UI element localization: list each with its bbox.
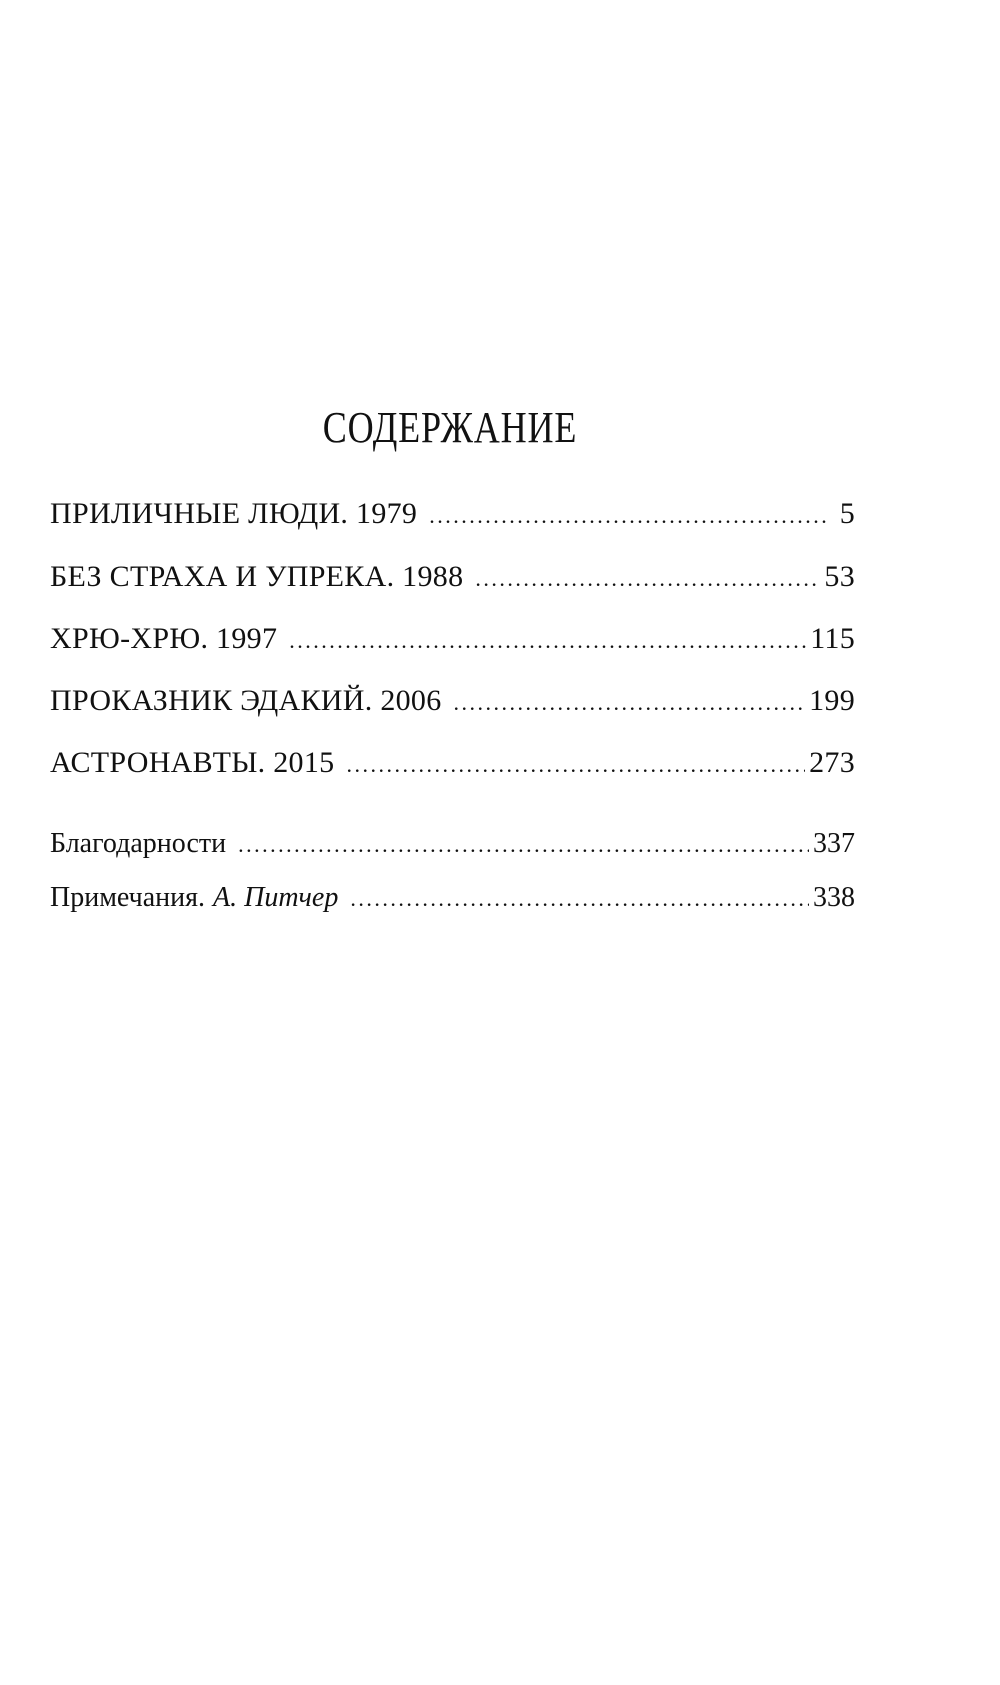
toc-entry-page: 338 <box>813 882 855 913</box>
toc-entry-title: ПРИЛИЧНЫЕ ЛЮДИ. 1979 <box>50 497 418 530</box>
toc-entry-notes[interactable] <box>50 882 855 914</box>
toc-entry-page: 53 <box>824 560 855 593</box>
toc-entry[interactable] <box>50 746 855 780</box>
page-title: СОДЕРЖАНИЕ <box>322 403 578 452</box>
toc-entry-title: Благодарности <box>50 828 227 859</box>
toc-entry-title: БЕЗ СТРАХА И УПРЕКА. 1988 <box>50 560 464 593</box>
dot-leader <box>346 752 805 778</box>
dot-leader <box>350 886 809 912</box>
toc-entry[interactable] <box>50 622 855 656</box>
dot-leader <box>238 832 809 858</box>
toc-entry[interactable] <box>50 497 855 531</box>
toc-entry-title: Примечания. <box>50 882 206 913</box>
dot-leader <box>429 503 827 529</box>
toc-entry-page: 115 <box>810 622 855 655</box>
toc-entry-page: 5 <box>839 497 855 530</box>
toc-entry-author: А. Питчер <box>213 882 339 913</box>
toc-entry-acknowledgements[interactable] <box>50 828 855 860</box>
dot-leader <box>475 566 820 592</box>
toc-entry-title: ПРОКАЗНИК ЭДАКИЙ. 2006 <box>50 684 442 717</box>
toc-entry-page: 273 <box>809 746 855 779</box>
toc-entry-title: АСТРОНАВТЫ. 2015 <box>50 746 335 779</box>
toc-entry-page: 199 <box>809 684 855 717</box>
toc-entry-page: 337 <box>813 828 855 859</box>
dot-leader <box>289 628 806 654</box>
dot-leader <box>454 690 806 716</box>
toc-entry[interactable] <box>50 684 855 718</box>
toc-entry[interactable] <box>50 560 855 594</box>
toc-entry-title: ХРЮ-ХРЮ. 1997 <box>50 622 278 655</box>
